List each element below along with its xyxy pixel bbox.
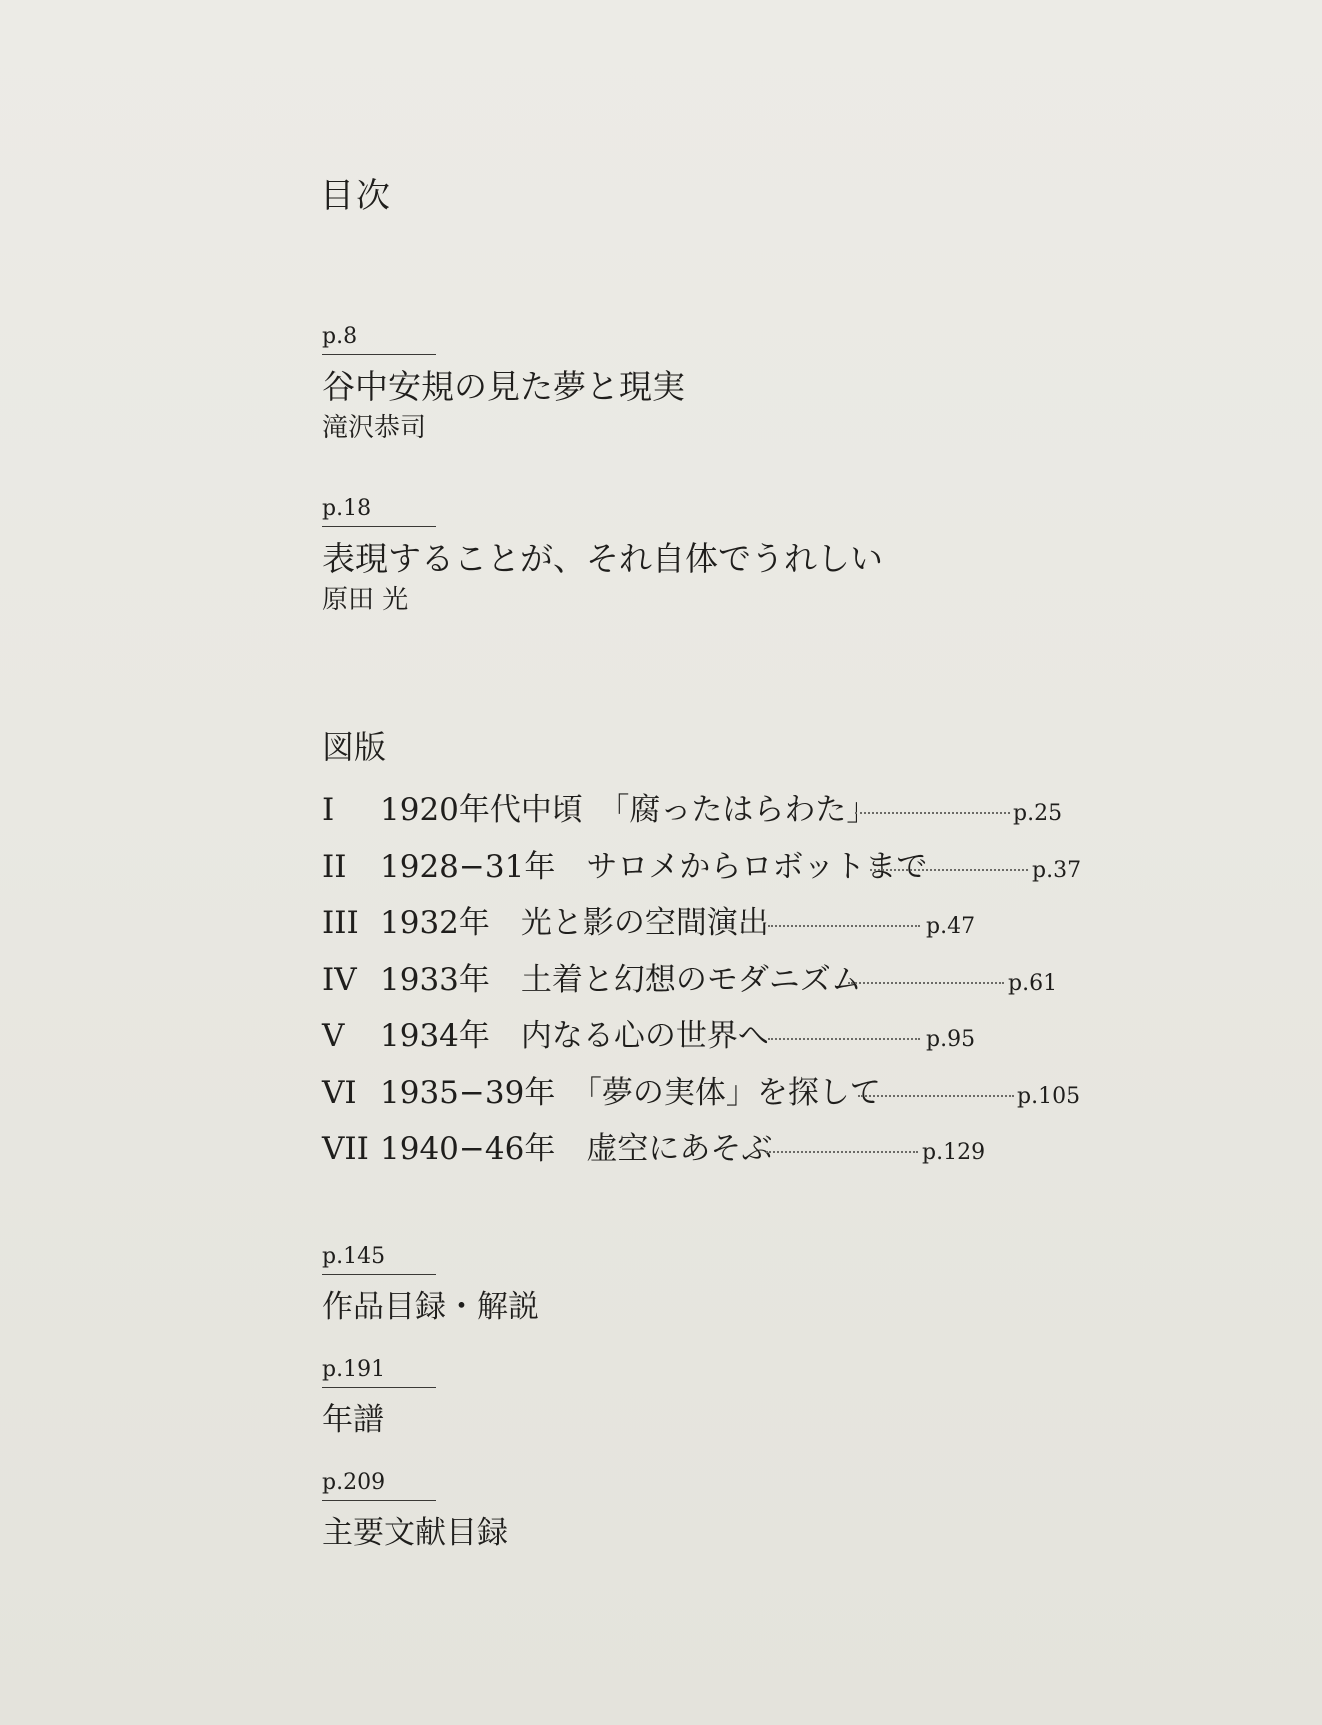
plate-page: p.95	[926, 1027, 976, 1052]
plate-title: サロメからロボットまで	[586, 848, 928, 885]
page-number: p.8	[322, 322, 436, 355]
entry-title: 谷中安規の見た夢と現実	[322, 367, 685, 406]
toc-entry-catalogue[interactable]	[322, 1242, 539, 1329]
plate-page: p.61	[1008, 970, 1058, 996]
toc-entry-bibliography[interactable]	[322, 1468, 508, 1555]
leader-dots	[855, 812, 1010, 814]
leader-dots	[848, 982, 1004, 984]
plate-text	[380, 903, 769, 943]
plate-text	[380, 790, 877, 830]
plate-years: 1928−31年	[380, 848, 556, 885]
plate-row[interactable]	[322, 790, 1122, 847]
plate-numeral: IV	[322, 961, 357, 998]
plate-text	[380, 847, 927, 887]
page-number: p.145	[322, 1242, 436, 1275]
plate-page: p.129	[922, 1140, 986, 1165]
toc-entry-essay-2[interactable]	[322, 494, 883, 617]
leader-dots	[858, 1095, 1014, 1097]
entry-title: 表現することが、それ自体でうれしい	[322, 539, 883, 578]
plate-page: p.105	[1017, 1083, 1081, 1109]
entry-title: 作品目録・解説	[322, 1289, 539, 1325]
plates-list	[322, 790, 1122, 1186]
leader-dots	[870, 869, 1028, 871]
plate-row[interactable]	[322, 847, 1122, 904]
page-number: p.191	[322, 1355, 436, 1388]
plate-row[interactable]	[322, 1016, 1122, 1073]
plate-numeral: VI	[322, 1074, 357, 1111]
entry-title: 年譜	[322, 1402, 384, 1438]
plate-years: 1932年	[380, 905, 490, 941]
plate-years: 1934年	[380, 1018, 490, 1054]
entry-author: 原田 光	[322, 585, 409, 615]
plate-page: p.47	[926, 914, 976, 939]
toc-title: 目次	[320, 176, 392, 216]
plate-row[interactable]	[322, 960, 1122, 1017]
plate-years: 1935−39年	[380, 1074, 556, 1111]
plate-title: 「腐ったはらわた」	[613, 792, 878, 828]
plate-title: 光と影の空間演出	[520, 905, 769, 941]
plate-years: 1920年代中頃	[380, 792, 583, 828]
leader-dots	[768, 925, 920, 927]
toc-entry-essay-1[interactable]	[322, 322, 685, 445]
entry-title: 主要文献目録	[322, 1515, 508, 1551]
leader-dots	[766, 1151, 918, 1153]
plates-heading: 図版	[322, 728, 387, 766]
entry-author: 滝沢恭司	[322, 413, 427, 443]
plate-numeral: V	[322, 1018, 345, 1054]
plate-row[interactable]	[322, 1129, 1122, 1186]
page-number: p.209	[322, 1468, 436, 1501]
plate-row[interactable]	[322, 1073, 1122, 1130]
plate-title: 虚空にあそぶ	[586, 1131, 773, 1167]
plate-years: 1933年	[380, 961, 490, 998]
plate-numeral: II	[322, 848, 347, 885]
plate-text	[380, 1073, 881, 1113]
leader-dots	[768, 1038, 920, 1040]
plate-row[interactable]	[322, 903, 1122, 960]
plate-page: p.37	[1032, 857, 1082, 883]
page-number: p.18	[322, 494, 436, 527]
plate-page: p.25	[1013, 801, 1063, 826]
plate-text	[380, 960, 862, 1000]
plate-title: 「夢の実体」を探して	[586, 1074, 881, 1111]
plate-text	[380, 1129, 772, 1169]
plate-title: 土着と幻想のモダニズム	[520, 961, 862, 998]
toc-entry-chronology[interactable]	[322, 1355, 436, 1442]
plate-numeral: VII	[322, 1131, 369, 1167]
plate-numeral: III	[322, 905, 359, 941]
plate-title: 内なる心の世界へ	[520, 1018, 769, 1054]
plate-years: 1940−46年	[380, 1131, 556, 1167]
plate-text	[380, 1016, 769, 1056]
plate-numeral: I	[322, 792, 335, 828]
